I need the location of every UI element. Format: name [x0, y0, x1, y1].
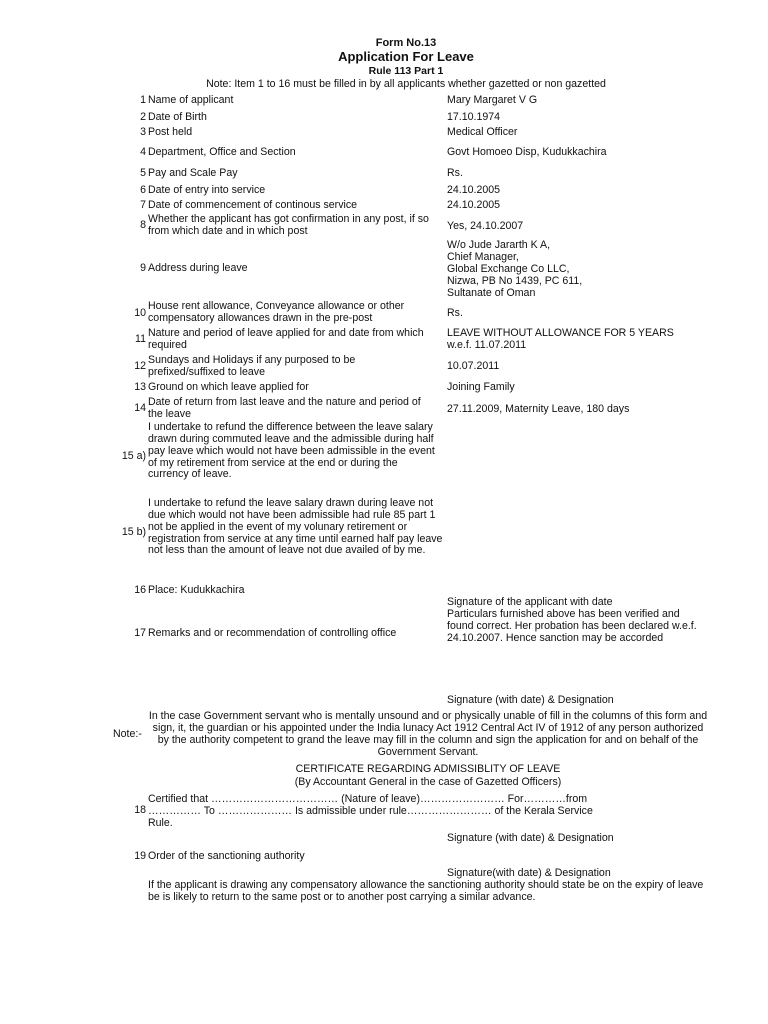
place-field: Place: Kudukkachira	[148, 584, 245, 596]
last-leave-value: 27.11.2009, Maternity Leave, 180 days	[447, 403, 630, 415]
item-number: 17	[134, 627, 146, 639]
allowance-value: Rs.	[447, 307, 463, 319]
item-label: Sundays and Holidays if any purposed to be prefixed/suffixed to leave	[148, 354, 356, 378]
fill-note: Note: Item 1 to 16 must be filled in by all applicants whether gazetted or non gazetted	[206, 78, 606, 90]
signature-designation: Signature(with date) & Designation	[447, 867, 611, 879]
item-number: 19	[134, 850, 146, 862]
leave-nature-value: LEAVE WITHOUT ALLOWANCE FOR 5 YEARS w.e.f. 11.07.2011	[447, 327, 674, 351]
item-number: 3	[140, 126, 146, 138]
applicant-name: Mary Margaret V G	[447, 94, 538, 106]
note-label: Note:-	[113, 728, 142, 740]
applicant-signature: Signature of the applicant with date	[447, 596, 613, 608]
item-label: Remarks and or recommendation of controlling office	[148, 627, 397, 639]
undertaking-a: I undertake to refund the difference between the leave salary drawn during commuted leave and the admissible during half pay leave which would not have been admissible in the event of my retirement from service at the end or during the currency of leave.	[148, 421, 435, 481]
address-line: Chief Manager,	[447, 251, 519, 263]
signature-designation: Signature (with date) & Designation	[447, 832, 614, 844]
controlling-office-remarks: Particulars furnished above has been verified and found correct. Her probation has been declared w.e.f. 24.10.2007. Hence sanction may be accorded	[447, 608, 697, 644]
item-number: 16	[134, 584, 146, 596]
item-number: 11	[135, 333, 146, 345]
item-label: Date of commencement of continous service	[148, 199, 358, 211]
item-number: 9	[140, 262, 146, 274]
item-label: Whether the applicant has got confirmation in any post, if so from which date and in which post	[148, 213, 429, 237]
item-number: 7	[140, 199, 146, 211]
item-label: Date of entry into service	[148, 184, 266, 196]
item-label: Date of return from last leave and the nature and period of the leave	[148, 396, 421, 420]
pay-scale: Rs.	[447, 167, 463, 179]
date-of-entry: 24.10.2005	[447, 184, 501, 196]
item-number: 15 a)	[121, 450, 146, 462]
item-number: 6	[140, 184, 146, 196]
item-number: 10	[134, 307, 146, 319]
post-held: Medical Officer	[447, 126, 518, 138]
certificate-line: …………… To ………………… Is admissible under rule…………………… of the Kerala Service	[148, 805, 593, 817]
item-label: Nature and period of leave applied for and date from which required	[148, 327, 424, 351]
item-label: Pay and Scale Pay	[148, 167, 238, 179]
item-label: Ground on which leave applied for	[148, 381, 309, 393]
item-label: Order of the sanctioning authority	[148, 850, 305, 862]
certificate-title: CERTIFICATE REGARDING ADMISSIBLITY OF LEAVE	[295, 763, 561, 775]
item-number: 4	[140, 146, 146, 158]
item-label: Date of Birth	[148, 111, 207, 123]
form-title: Application For Leave	[338, 49, 474, 64]
guardian-note: In the case Government servant who is mentally unsound and or physically unable of fill in the columns of this form and sign, it, the guardian or his appointed under the India lunacy Act 1912 Central Act IV of 1912 of any person authorized by the authority competent to grand the leave may fill in the column and sign the application for and on behalf of the Government Servant.	[148, 710, 708, 758]
item-number: 12	[134, 360, 146, 372]
leave-ground-value: Joining Family	[447, 381, 515, 393]
item-label: House rent allowance, Conveyance allowance or other compensatory allowances drawn in the pre-post	[148, 300, 405, 324]
item-label: Address during leave	[148, 262, 248, 274]
item-number: 15 b)	[121, 526, 146, 538]
address-line: Nizwa, PB No 1439, PC 611,	[447, 275, 583, 287]
item-number: 13	[134, 381, 146, 393]
address-line: Global Exchange Co LLC,	[447, 263, 570, 275]
holidays-value: 10.07.2011	[447, 360, 500, 372]
undertaking-b: I undertake to refund the leave salary drawn during leave not due which would not have been admissible had rule 85 part 1 not be applied in the event of my volunary retirement or registration from service at any time until earned half pay leave not less than the amount of leave not due availed of by me.	[148, 497, 443, 557]
department: Govt Homoeo Disp, Kudukkachira	[447, 146, 607, 158]
date-of-commencement: 24.10.2005	[447, 199, 501, 211]
address-line: Sultanate of Oman	[447, 287, 536, 299]
item-number: 2	[140, 111, 146, 123]
rule-reference: Rule 113 Part 1	[368, 65, 444, 77]
form-number: Form No.13	[375, 37, 437, 49]
date-of-birth: 17.10.1974	[447, 111, 501, 123]
signature-designation: Signature (with date) & Designation	[447, 694, 614, 706]
certificate-line: Rule.	[148, 817, 173, 829]
item-label: Department, Office and Section	[148, 146, 296, 158]
item-label: Name of applicant	[148, 94, 234, 106]
item-number: 5	[140, 167, 146, 179]
item-number: 8	[140, 219, 146, 231]
item-number: 14	[134, 402, 146, 414]
item-number: 1	[140, 94, 146, 106]
address-line: W/o Jude Jararth K A,	[447, 239, 551, 251]
item-label: Post held	[148, 126, 193, 138]
certificate-subtitle: (By Accountant General in the case of Gazetted Officers)	[294, 776, 562, 788]
footer-note: If the applicant is drawing any compensatory allowance the sanctioning authority should state be on the expiry of leave be is likely to return to the same post or to another post carrying a similar advance.	[148, 879, 704, 903]
confirmation-value: Yes, 24.10.2007	[447, 220, 524, 232]
certificate-line: Certified that ……………………………… (Nature of leave)…………………… For…………from	[148, 793, 588, 805]
item-number: 18	[134, 804, 146, 816]
